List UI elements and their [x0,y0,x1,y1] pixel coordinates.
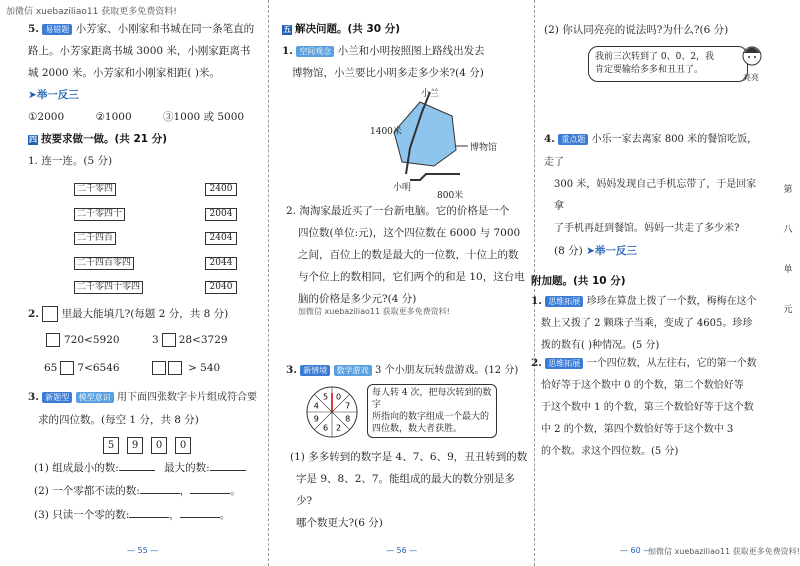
r-e2-text5: 的个数。求这个四位数。(5 分) [541,446,679,457]
bubble-line1: 每人转 4 次，把每次转到的数字 [372,388,492,410]
section-5-header [282,18,530,40]
map-label-museum: 博物馆 [470,143,498,153]
q3-sub2-blank2[interactable] [190,493,230,494]
q3-sub3-text: (3) 只读一个零的数: [34,509,130,521]
m-q2-block [286,200,530,310]
mid-column [282,18,530,84]
connect-word-card[interactable]: 二千四百 [74,232,116,245]
r-e1-number: 1. [531,295,542,307]
map-label-800: 800米 [437,191,464,201]
m-q1-line1 [282,40,530,62]
r-e2-block [531,352,765,463]
r-e1-block [531,290,765,357]
q5-option-1: ①2000 [28,111,65,123]
q2-b [152,333,228,347]
section-4-icon: 四 [29,135,37,144]
q2-a-blank[interactable] [46,333,60,347]
museum-building-shape [394,102,456,166]
wheel-number: 6 [322,423,329,433]
side-tab-char-1: 第 [783,185,793,195]
side-tab [782,170,794,330]
connect-number-card[interactable]: 2400 [205,183,237,196]
connect-word-card[interactable]: 二千零四十 [74,208,125,221]
connect-number-card[interactable]: 2004 [205,208,237,221]
section-5-icon: 五 [283,25,291,34]
m-q3-sub [290,446,530,534]
m-q2-text3: 之间，百位上的数是最大的一位数，十位上的数 [298,249,519,261]
digit-card-1: 5 [103,437,119,454]
r-e1-text2: 数上又拨了 2 颗珠子当乘，变成了 4605。珍珍 [541,318,753,329]
q3-text1: 用下面四张数字卡片组成符合要 [117,392,257,403]
liangliang-bubble [588,46,748,82]
r-q4-points: (8 分) [554,245,583,257]
bonus-header: 附加题。(共 10 分) [531,275,626,287]
bubble-line2: 所指向的数字组成一个最大的 [372,412,490,422]
q2-c-post: 7<6546 [77,362,120,374]
q2-block [28,303,264,325]
q3-text2: 求的四位数。(每空 1 分，共 8 分) [38,414,199,426]
connect-word-card[interactable]: 二千零四 [74,183,116,196]
q2-c [44,361,120,375]
map-label-ming: 小明 [393,183,412,193]
m-q1-text2: 博物馆，小兰要比小明多走多少米?(4 分) [292,67,484,79]
r-e2-line1 [531,352,765,375]
m-q3-badge-2: 数学游戏 [334,365,372,376]
left-column [28,18,264,172]
boy-avatar [740,44,764,72]
q3-sub1-b: 最大的数: [164,462,210,474]
liangliang-line2: 肯定要输给多多和丑丑了。 [595,65,704,75]
section-4-title: 按要求做一做。(共 21 分) [41,133,168,145]
r-q4-block [544,128,766,262]
r-q4-fanyi: ➤举一反三 [586,245,637,257]
q3-sub3-blank1[interactable] [129,517,169,518]
r-e2-text3: 于这个数中 1 的个数，第三个数恰好等于这个数 [541,402,754,413]
q3-block [28,386,264,431]
digit-card-4: 0 [175,437,191,454]
m-q2-text2: 四位数(单位:元)，这个四位数在 6000 与 7000 [298,227,521,239]
route-ming [410,174,460,180]
q5-text2: 路上。小芳家距离书城 3000 米，小刚家距离书 [28,45,251,57]
q5-text1: 小芳家、小刚家和书城在同一条笔直的 [75,23,255,35]
connect-number-card[interactable]: 2040 [205,281,237,294]
watermark-mid: 加微信 xuebaziliao11 获取更多免费资料! [298,307,450,316]
q2-b-pre: 3 [152,334,159,346]
liangliang-name: 亮亮 [743,73,759,82]
r-q4-text3: 了手机再赶到餐馆。妈妈一共走了多少米? [554,223,740,234]
q2-title [28,303,264,325]
r-q4-text2: 300 米，妈妈发现自己手机忘带了，于是回家拿 [554,179,757,212]
q1-title: 1. 连一连。(5 分) [28,155,113,167]
liangliang-line1: 我前三次转到了 0、0、2，我 [595,52,715,62]
page-number-mid: — 56 — [386,546,418,555]
q5-text3: 城 2000 米。小芳家和小刚家相距( )米。 [28,67,220,79]
r-e2-text2: 恰好等于这个数中 0 的个数，第二个数恰好等 [541,380,744,391]
watermark-top: 加微信 xuebaziliao11 获取更多免费资料! [6,7,177,17]
q2-d [152,361,220,375]
q2-d-blank1[interactable] [152,361,166,375]
digit-card-3: 0 [151,437,167,454]
q3-sub3: (3) 只读一个零的数: ， 。 [34,509,231,521]
m-q3-sub3: 哪个数更大?(6 分) [296,517,383,529]
wheel-number: 9 [313,414,319,424]
side-tab-char-2: 八 [783,225,793,235]
side-tab-char-3: 单 [783,265,793,275]
m-q3-title: 3 个小朋友玩转盘游戏。(12 分) [375,365,519,376]
q3-sub2-blank1[interactable] [140,493,180,494]
connect-word-card[interactable]: 二千零四十零四 [74,281,143,294]
q2-c-pre: 65 [44,362,58,374]
side-tab-char-4: 元 [783,305,793,315]
r-q4-badge: 重点题 [558,134,588,145]
map-label-1400: 1400米 [370,127,402,137]
q2-text: 里最大能填几?(每题 2 分，共 8 分) [61,308,229,320]
q2-c-blank[interactable] [60,361,74,375]
r-q4-line1 [544,128,766,174]
q5-fanyi: ➤举一反三 [28,89,79,101]
r-e1-line1 [531,290,765,313]
m-q1-badge: 空间观念 [296,46,334,57]
q3-sub2-text: (2) 一个零都不读的数: [34,485,140,497]
wheel-number: 7 [345,401,351,411]
wheel-number: 5 [322,392,329,402]
column-divider-left [268,0,269,566]
q2-b-post: 28<3729 [178,334,228,346]
wheel-number: 2 [335,423,342,433]
q3-sub3-blank2[interactable] [180,517,220,518]
page-number-left: — 55 — [127,546,159,555]
r-q3b: (2) 你认同亮亮的说法吗?为什么?(6 分) [544,24,729,36]
q2-a-text: 720<5920 [64,334,120,346]
q2-number: 2. [28,308,39,320]
q3-badge-2: 模型意识 [76,392,114,403]
q3-sub1 [34,460,266,475]
section-4-header [28,128,264,150]
r-e2-badge: 思维拓展 [545,358,583,369]
m-q3-badge-1: 新情境 [300,365,330,376]
m-q2-text4: 与个位上的数相同，它们两个的和是 10，这台电 [298,271,525,283]
m-q3-line1 [286,361,530,376]
q5-options [28,106,264,128]
q3-sub2: (2) 一个零都不读的数: ， 。 [34,485,241,497]
q3-sub1-blank2[interactable] [210,470,246,471]
watermark-bottom: 加微信 xuebaziliao11 获取更多免费资料! [648,547,800,556]
r-q4-text4 [544,240,766,262]
r-e2-number: 2. [531,357,542,369]
section-5-title: 解决问题。(共 30 分) [295,23,401,35]
q5-badge: 易错题 [42,24,72,35]
q5-number: 5. [28,23,39,35]
q5-option-2: ②1000 [95,111,132,123]
connect-word-card[interactable]: 二千四百零四 [74,257,134,270]
r-q4-text1: 小乐一家去离家 800 米的餐馆吃饭，走了 [544,134,758,168]
wheel-number: 8 [345,414,351,424]
spinner-wheel [305,385,359,439]
page-number-right: — 60 — [620,546,652,555]
q2-b-blank[interactable] [162,333,176,347]
m-q3-sub1: (1) 多多转到的数字是 4、7、6、9，丑丑转到的数 [290,451,528,463]
r-q4-number: 4. [544,133,555,145]
q5-fanyi-label: 举一反三 [36,89,79,101]
wheel-number: 4 [313,401,319,411]
r-e1-text1: 珍珍在算盘上拨了一个数，梅梅在这个 [586,296,757,307]
q2-d-post: > 540 [188,362,221,374]
m-q3-number: 3. [286,364,297,376]
digit-card-2: 9 [127,437,143,454]
m-q1-number: 1. [282,45,293,57]
q5-option-3: ③1000 或 5000 [162,111,245,123]
q5-line1 [28,18,264,40]
map-label-lan: 小兰 [421,89,440,99]
wheel-number: 0 [335,392,342,402]
m-q1-text1: 小兰和小明按照图上路线出发去 [337,45,485,57]
q3-sub1-blank1[interactable] [119,470,155,471]
bubble-line3: 四位数，数大者获胜。 [372,424,463,434]
r-e1-badge: 思维拓展 [545,296,583,307]
r-e1-text3: 拨的数有( )种情况。(5 分) [541,340,660,351]
q3-number: 3. [28,391,39,403]
r-e2-text1: 一个四位数，从左往右，它的第一个数 [586,358,757,369]
q3-sub1-a: (1) 组成最小的数: [34,462,119,474]
q2-a [46,333,120,347]
m-q2-text5: 脑的价格是多少元?(4 分) [298,293,417,305]
q2-d-blank2[interactable] [168,361,182,375]
r-e2-text4: 中 2 的个数，第四个数恰好等于这个数中 3 [541,424,734,435]
m-q2-text1: 2. 淘淘家最近买了一台新电脑。它的价格是一个 [286,205,510,217]
game-rule-bubble [367,384,497,438]
q2-square-icon [42,306,58,322]
connect-number-card[interactable]: 2044 [205,257,237,270]
q3-badge-1: 新题型 [42,392,72,403]
connect-number-card[interactable]: 2404 [205,232,237,245]
r-q4-fanyi-label: 举一反三 [594,245,637,257]
q3-line1 [28,386,264,409]
m-q3-sub2: 字是 9、8、2、7。能组成的最大的数分别是多少? [296,473,516,507]
